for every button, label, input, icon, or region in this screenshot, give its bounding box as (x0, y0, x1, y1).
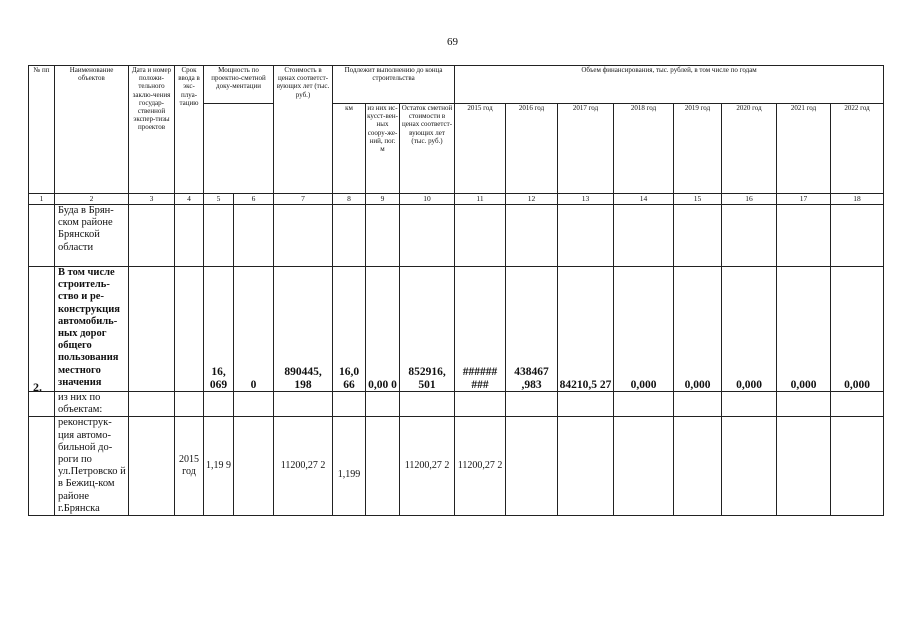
col-number: 9 (366, 194, 400, 205)
capacity-km-value: 16, 069 (204, 267, 234, 392)
header-num: № пп (29, 66, 55, 194)
header-capacity-sub (204, 104, 274, 194)
remaining-km-value: 16,0 66 (333, 267, 366, 392)
funding-2020-value: 0,000 (722, 267, 777, 392)
col-number: 16 (722, 194, 777, 205)
col-number: 17 (777, 194, 831, 205)
object-name: В том числе строитель-ство и ре-конструкция автомобиль-ных дорог общего пользования местного значения (55, 267, 129, 392)
header-year-2022: 2022 год (831, 104, 884, 194)
funding-2018-value: 0,000 (614, 267, 674, 392)
row-num (29, 392, 55, 417)
funding-2016-value: 438467 ,983 (506, 267, 558, 392)
col-number: 14 (614, 194, 674, 205)
col-number: 1 (29, 194, 55, 205)
header-year-2018: 2018 год (614, 104, 674, 194)
funding-2017-value: 84210,5 27 (558, 267, 614, 392)
cost-value: 11200,27 2 (274, 417, 333, 516)
header-year-2017: 2017 год (558, 104, 614, 194)
col-number: 7 (274, 194, 333, 205)
column-number-row (29, 194, 884, 205)
object-name: из них по объектам: (55, 392, 129, 417)
header-remaining-km: км (333, 104, 366, 194)
col-number: 8 (333, 194, 366, 205)
page-number: 69 (447, 36, 458, 48)
header-name: Наименование объектов (55, 66, 129, 194)
header-year-2019: 2019 год (674, 104, 722, 194)
col-number: 11 (455, 194, 506, 205)
row-num: 2. (29, 267, 55, 392)
funding-2015-value: 11200,27 2 (455, 417, 506, 516)
header-year-2020: 2020 год (722, 104, 777, 194)
capacity-km-value: 1,19 9 (204, 417, 234, 516)
header-funding: Объем финансирования, тыс. рублей, в том числе по годам (455, 66, 884, 104)
remaining-km-value: 1,199 (333, 417, 366, 516)
table-row (29, 267, 884, 392)
header-commission-term: Срок ввода в экс-плуа-тацию (175, 66, 204, 194)
header-remaining-artificial: из них ис-кусст-вен-ных соору-же-ний, пог. м (366, 104, 400, 194)
header-expertise-date: Дата и номер положи-тельного заклю-чения государ-ственной экспер-тизы проектов (129, 66, 175, 194)
commission-year-value: 2015 год (175, 417, 204, 516)
remaining-artificial-value: 0,00 0 (366, 267, 400, 392)
header-capacity: Мощность по проектно-сметной доку-ментации (204, 66, 274, 104)
header-remaining: Подлежит выполнению до конца строительства (333, 66, 455, 104)
capacity-artificial-value: 0 (234, 267, 274, 392)
col-number: 18 (831, 194, 884, 205)
col-number: 13 (558, 194, 614, 205)
header-year-2016: 2016 год (506, 104, 558, 194)
table-row (29, 392, 884, 417)
col-number: 4 (175, 194, 204, 205)
col-number: 15 (674, 194, 722, 205)
header-remaining-cost: Остаток сметной стоимости в ценах соответст-вующих лет (тыс. руб.) (400, 104, 455, 194)
funding-2021-value: 0,000 (777, 267, 831, 392)
remaining-cost-value: 852916, 501 (400, 267, 455, 392)
object-name: Буда в Брян-ском районе Брянской области (55, 205, 129, 267)
header-cost: Стоимость в ценах соответст-вующих лет (тыс. руб.) (274, 66, 333, 194)
col-number: 3 (129, 194, 175, 205)
funding-2022-value: 0,000 (831, 267, 884, 392)
table-row (29, 417, 884, 516)
row-num (29, 417, 55, 516)
table-row (29, 205, 884, 267)
col-number: 12 (506, 194, 558, 205)
col-number: 2 (55, 194, 129, 205)
col-number: 5 (204, 194, 234, 205)
header-year-2021: 2021 год (777, 104, 831, 194)
funding-table (28, 65, 884, 516)
cost-value: 890445, 198 (274, 267, 333, 392)
col-number: 6 (234, 194, 274, 205)
object-name: реконструк-ция автомо-бильной до-роги по ул.Петровско й в Бежиц-ком районе г.Брянска (55, 417, 129, 516)
col-number: 10 (400, 194, 455, 205)
remaining-cost-value: 11200,27 2 (400, 417, 455, 516)
funding-2019-value: 0,000 (674, 267, 722, 392)
funding-2015-value: ###### ### (455, 267, 506, 392)
header-year-2015: 2015 год (455, 104, 506, 194)
row-num (29, 205, 55, 267)
